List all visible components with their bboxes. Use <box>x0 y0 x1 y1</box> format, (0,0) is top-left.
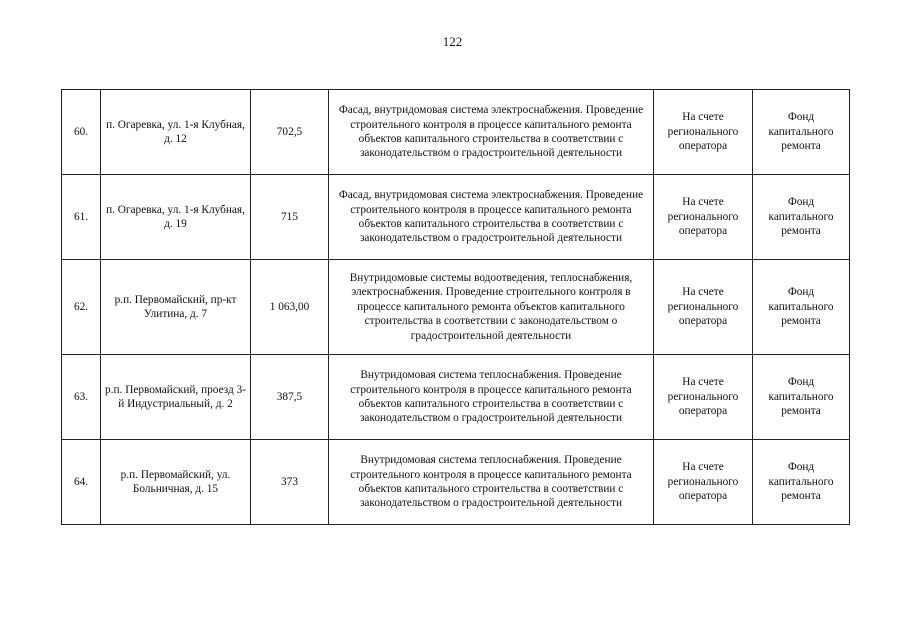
account-cell: На счете регионального оператора <box>654 90 753 175</box>
fund-cell: Фонд капитального ремонта <box>753 355 850 440</box>
fund-cell: Фонд капитального ремонта <box>753 260 850 355</box>
account-cell: На счете регионального оператора <box>654 440 753 525</box>
area-cell: 387,5 <box>251 355 329 440</box>
account-cell: На счете регионального оператора <box>654 175 753 260</box>
table-row <box>62 260 850 355</box>
fund-cell: Фонд капитального ремонта <box>753 440 850 525</box>
row-number: 64. <box>62 440 101 525</box>
account-cell: На счете регионального оператора <box>654 260 753 355</box>
row-number: 61. <box>62 175 101 260</box>
page-number: 122 <box>442 34 463 49</box>
area-cell: 373 <box>251 440 329 525</box>
table-row <box>62 355 850 440</box>
fund-cell: Фонд капитального ремонта <box>753 90 850 175</box>
works-cell: Внутридомовая система теплоснабжения. Проведение строительного контроля в процессе капитального ремонта объектов капитального строительства в соответствии с законодательством о градостроительной деятельности <box>329 440 654 525</box>
address-cell: р.п. Первомайский, пр-кт Улитина, д. 7 <box>101 260 251 355</box>
account-cell: На счете регионального оператора <box>654 355 753 440</box>
fund-cell: Фонд капитального ремонта <box>753 175 850 260</box>
area-cell: 715 <box>251 175 329 260</box>
works-cell: Фасад, внутридомовая система электроснабжения. Проведение строительного контроля в процессе капитального ремонта объектов капитального строительства в соответствии с законодательством о градостроительной деятельности <box>329 175 654 260</box>
row-number: 63. <box>62 355 101 440</box>
works-cell: Фасад, внутридомовая система электроснабжения. Проведение строительного контроля в процессе капитального ремонта объектов капитального строительства в соответствии с законодательством о градостроительной деятельности <box>329 90 654 175</box>
row-number: 60. <box>62 90 101 175</box>
address-cell: п. Огаревка, ул. 1-я Клубная, д. 12 <box>101 90 251 175</box>
address-cell: п. Огаревка, ул. 1-я Клубная, д. 19 <box>101 175 251 260</box>
table-row <box>62 175 850 260</box>
works-cell: Внутридомовые системы водоотведения, теплоснабжения, электроснабжения. Проведение строительного контроля в процессе капитального ремонта объектов капитального строительства в соответствии с законодательством о градостроительной деятельности <box>329 260 654 355</box>
area-cell: 702,5 <box>251 90 329 175</box>
works-cell: Внутридомовая система теплоснабжения. Проведение строительного контроля в процессе капитального ремонта объектов капитального строительства в соответствии с законодательством о градостроительной деятельности <box>329 355 654 440</box>
table-row <box>62 90 850 175</box>
table-row <box>62 440 850 525</box>
address-cell: р.п. Первомайский, ул. Больничная, д. 15 <box>101 440 251 525</box>
capital-repair-table <box>61 89 850 525</box>
address-cell: р.п. Первомайский, проезд 3-й Индустриальный, д. 2 <box>101 355 251 440</box>
area-cell: 1 063,00 <box>251 260 329 355</box>
row-number: 62. <box>62 260 101 355</box>
